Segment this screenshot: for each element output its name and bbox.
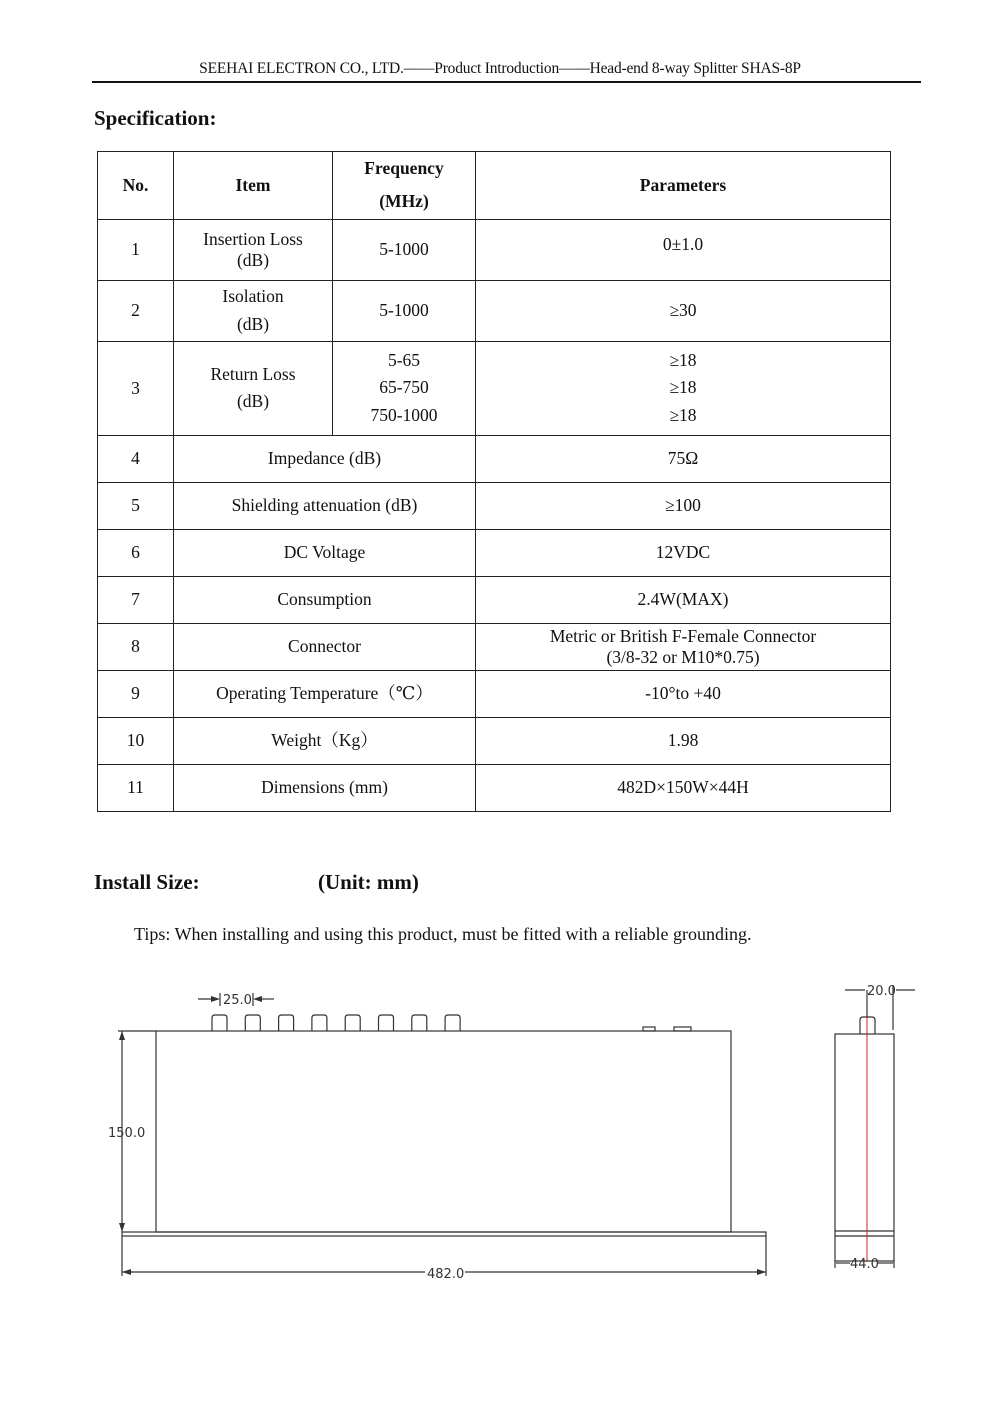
cell-no: 11 [98, 764, 174, 811]
side-body-outline [835, 1034, 894, 1261]
arrowhead-icon [119, 1223, 125, 1232]
arrowhead-icon [253, 996, 262, 1002]
cell-frequency [333, 341, 476, 435]
cell-parameter: 2.4W(MAX) [476, 576, 891, 623]
install-size-unit: (Unit: mm) [318, 870, 419, 894]
terminal-small [674, 1027, 691, 1031]
page-header: SEEHAI ELECTRON CO., LTD.——Product Introduction——Head-end 8-way Splitter SHAS-8P [199, 60, 801, 77]
side-port-label: 20.0 [867, 984, 896, 999]
frequency-range: 65-750 [379, 377, 429, 398]
cell-item: Weight（Kg） [174, 717, 476, 764]
f-connector-port [412, 1015, 427, 1031]
cell-item [174, 341, 333, 435]
port-group [212, 1015, 460, 1031]
item-line2: (dB) [236, 313, 270, 334]
col-header-parameters: Parameters [476, 152, 891, 220]
cell-no: 9 [98, 670, 174, 717]
cell-item: Connector [174, 623, 476, 670]
cell-parameter: 75Ω [476, 435, 891, 482]
cell-no: 7 [98, 576, 174, 623]
height-label: 150.0 [108, 1126, 146, 1141]
col-header-no: No. [98, 152, 174, 220]
cell-no: 3 [98, 341, 174, 435]
cell-no: 10 [98, 717, 174, 764]
table-row [98, 764, 891, 811]
cell-parameter: ≥30 [476, 280, 891, 341]
cell-parameter: 12VDC [476, 529, 891, 576]
table-row [98, 576, 891, 623]
specification-table [97, 151, 891, 812]
cell-item: Operating Temperature（℃） [174, 670, 476, 717]
cell-parameter: 1.98 [476, 717, 891, 764]
terminal-small [643, 1027, 655, 1031]
specification-title: Specification: [94, 106, 217, 130]
header-rule [92, 81, 921, 83]
cell-no: 8 [98, 623, 174, 670]
parameter-value: ≥18 [669, 404, 697, 425]
cell-item [174, 219, 333, 280]
install-drawing [0, 960, 1000, 1290]
arrowhead-icon [211, 996, 220, 1002]
table-row [98, 280, 891, 341]
table-row [98, 670, 891, 717]
cell-item: Consumption [174, 576, 476, 623]
parameter-value: ≥18 [669, 350, 697, 371]
cell-parameter: -10°to +40 [476, 670, 891, 717]
item-line1: Return Loss [210, 363, 296, 384]
frequency-range: 750-1000 [370, 404, 438, 425]
frequency-header-line1: Frequency [364, 158, 444, 178]
frequency-header-line2: (MHz) [379, 191, 429, 212]
side-depth-label: 44.0 [850, 1257, 879, 1272]
frequency-range: 5-65 [387, 350, 421, 371]
parameter-value: ≥18 [669, 377, 697, 398]
cell-parameter: 482D×150W×44H [476, 764, 891, 811]
cell-parameter [476, 341, 891, 435]
parameter-line1: Metric or British F-Female Connector [549, 625, 817, 646]
cell-item: Impedance (dB) [174, 435, 476, 482]
cell-no: 5 [98, 482, 174, 529]
arrowhead-icon [122, 1269, 131, 1275]
table-row [98, 482, 891, 529]
f-connector-port [212, 1015, 227, 1031]
cell-parameter: 0±1.0 [476, 219, 891, 280]
table-row [98, 529, 891, 576]
table-row [98, 341, 891, 435]
pitch-label: 25.0 [223, 993, 252, 1008]
cell-item: Shielding attenuation (dB) [174, 482, 476, 529]
col-header-item: Item [174, 152, 333, 220]
cell-item [174, 280, 333, 341]
table-header-row [98, 152, 891, 220]
item-line1: Insertion Loss [203, 228, 303, 249]
front-body-outline [156, 1031, 731, 1232]
item-line2: (dB) [236, 391, 270, 411]
cell-item: DC Voltage [174, 529, 476, 576]
table-row [98, 623, 891, 670]
item-line1: Isolation [222, 286, 284, 307]
table-row [98, 219, 891, 280]
front-base-flange [122, 1232, 766, 1236]
cell-item: Dimensions (mm) [174, 764, 476, 811]
table-row [98, 717, 891, 764]
f-connector-port [312, 1015, 327, 1031]
cell-frequency: 5-1000 [333, 280, 476, 341]
f-connector-port [379, 1015, 394, 1031]
cell-frequency: 5-1000 [333, 219, 476, 280]
table-row [98, 435, 891, 482]
f-connector-port [245, 1015, 260, 1031]
arrowhead-icon [757, 1269, 766, 1275]
item-line2: (dB) [236, 249, 270, 270]
cell-parameter: ≥100 [476, 482, 891, 529]
width-label: 482.0 [427, 1267, 465, 1282]
f-connector-port [279, 1015, 294, 1031]
parameter-line2: (3/8-32 or M10*0.75) [606, 646, 760, 667]
f-connector-port [445, 1015, 460, 1031]
cell-parameter [476, 623, 891, 670]
f-connector-port [345, 1015, 360, 1031]
cell-no: 1 [98, 219, 174, 280]
col-header-frequency [333, 152, 476, 220]
cell-no: 4 [98, 435, 174, 482]
cell-no: 2 [98, 280, 174, 341]
cell-no: 6 [98, 529, 174, 576]
install-size-title: Install Size: [94, 870, 200, 894]
arrowhead-icon [119, 1031, 125, 1040]
install-tips: Tips: When installing and using this product, must be fitted with a reliable grounding. [134, 924, 752, 944]
